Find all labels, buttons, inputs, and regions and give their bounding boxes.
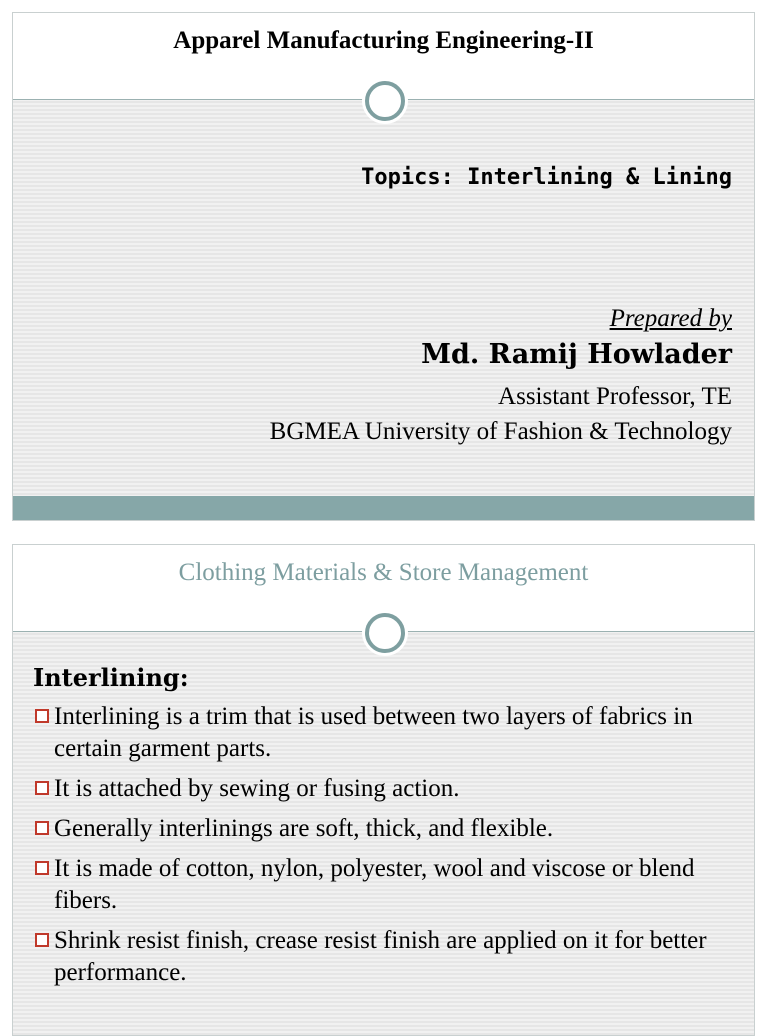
ring-icon	[365, 613, 405, 653]
bullet-text: Interlining is a trim that is used between two layers of fabrics in certain garment parts.	[54, 703, 693, 762]
bullet-text: It is made of cotton, nylon, polyester, wool and viscose or blend fibers.	[54, 855, 695, 914]
title-slide	[12, 12, 755, 521]
ring-icon	[365, 81, 405, 121]
bullet-text: Generally interlinings are soft, thick, and flexible.	[54, 815, 554, 842]
section-heading: Interlining:	[33, 663, 189, 692]
topics-line: Topics: Interlining & Lining	[361, 165, 732, 190]
list-item	[33, 813, 740, 845]
prepared-by-label: Prepared by	[609, 305, 732, 332]
footer-bar	[13, 496, 754, 520]
bullet-list	[33, 701, 740, 997]
hollow-square-icon	[35, 781, 49, 795]
hollow-square-icon	[35, 933, 49, 947]
bullet-text: Shrink resist finish, crease resist finish are applied on it for better performance.	[54, 927, 707, 986]
hollow-square-icon	[35, 861, 49, 875]
course-title: Apparel Manufacturing Engineering-II	[173, 27, 594, 54]
hollow-square-icon	[35, 821, 49, 835]
bullet-text: It is attached by sewing or fusing action.	[54, 775, 460, 802]
author-role: Assistant Professor, TE	[498, 383, 732, 410]
hollow-square-icon	[35, 709, 49, 723]
list-item	[33, 701, 740, 765]
list-item	[33, 853, 740, 917]
list-item	[33, 773, 740, 805]
author-name: Md. Ramij Howlader	[421, 339, 732, 370]
list-item	[33, 925, 740, 989]
author-organization: BGMEA University of Fashion & Technology	[269, 418, 732, 445]
slide-title: Clothing Materials & Store Management	[178, 559, 589, 586]
content-slide	[12, 544, 755, 1036]
